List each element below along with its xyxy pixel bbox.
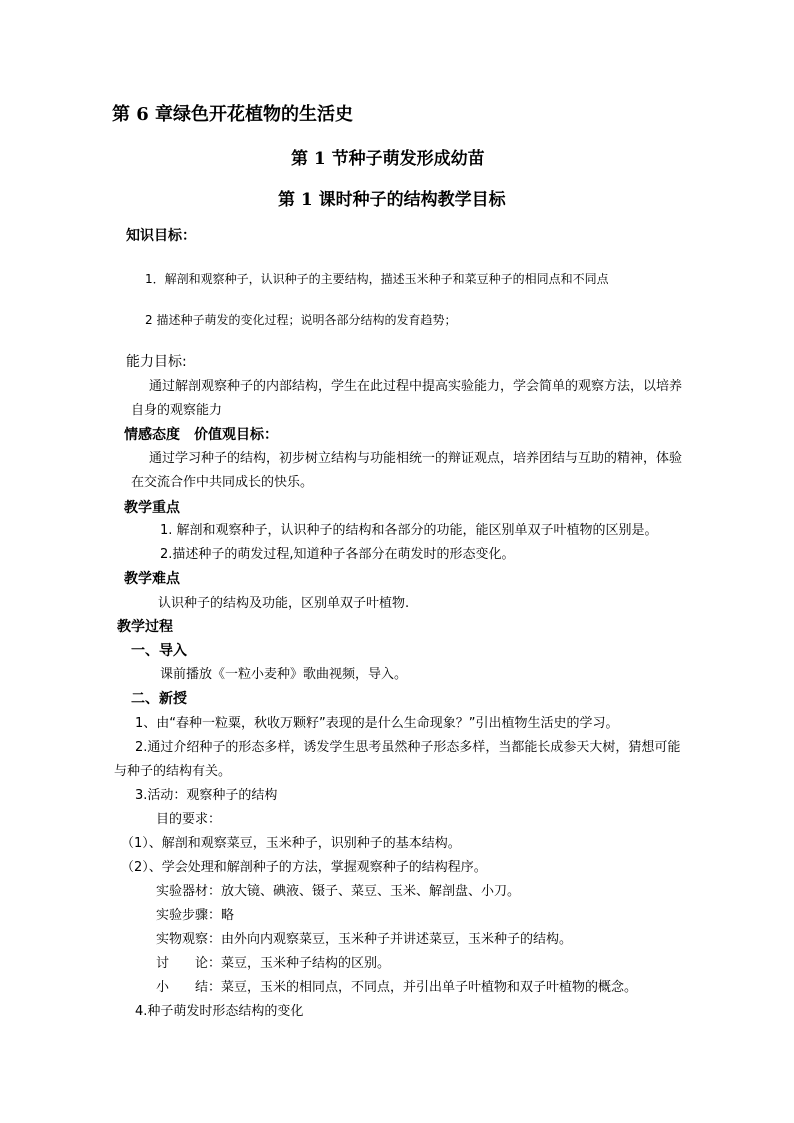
lesson-title: 第 1 课时种子的结构教学目标 [278, 190, 506, 210]
process-paragraph-2-line-1: 2.通过介绍种子的形态多样，诱发学生思考虽然种子形态多样，当都能长成参天大树，猜想可能 [135, 740, 681, 755]
steps-line: 实验步骤：略 [156, 908, 235, 923]
difficulties-heading: 教学难点 [124, 571, 180, 587]
materials-line: 实验器材：放大镜、碘液、镊子、菜豆、玉米、解剖盘、小刀。 [156, 884, 521, 899]
discussion-line [156, 956, 390, 972]
knowledge-heading: 知识目标： [126, 228, 196, 244]
knowledge-item-2: 2 描述种子萌发的变化过程；说明各部分结构的发育趋势； [145, 313, 457, 327]
knowledge-item-1: 1．解剖和观察种子，认识种子的主要结构，描述玉米种子和菜豆种子的相同点和不同点 [145, 272, 609, 286]
ability-heading: 能力目标: [126, 354, 187, 370]
activity-title: 3.活动：观察种子的结构 [135, 788, 278, 803]
summary-line [156, 980, 637, 996]
summary-text: 菜豆，玉米的相同点，不同点，并引出单子叶植物和双子叶植物的概念。 [221, 980, 638, 995]
discussion-label: 讨 论： [156, 956, 222, 971]
process-paragraph-4: 4.种子萌发时形态结构的变化 [135, 1004, 304, 1019]
chapter-title: 第 6 章绿色开花植物的生活史 [112, 104, 354, 125]
section-title: 第 1 节种子萌发形成幼苗 [291, 149, 485, 169]
summary-label: 小 结： [156, 980, 222, 995]
new-lesson-heading: 二、新授 [131, 691, 187, 707]
intro-text: 课前播放《一粒小麦种》歌曲视频，导入。 [160, 667, 408, 682]
process-paragraph-1: 1、由“春种一粒粟，秋收万颗籽”表现的是什么生命现象？”引出植物生活史的学习。 [135, 716, 619, 731]
ability-line-1: 通过解剖观察种子的内部结构，学生在此过程中提高实验能力，学会简单的观察方法，以培养 [149, 379, 683, 394]
discussion-text: 菜豆，玉米种子结构的区别。 [221, 956, 391, 971]
emotion-line-1: 通过学习种子的结构，初步树立结构与功能相统一的辩证观点，培养团结与互助的精神，体验 [149, 451, 683, 466]
process-paragraph-2-line-2: 与种子的结构有关。 [114, 764, 232, 779]
emotion-line-2: 在交流合作中共同成长的快乐。 [131, 475, 314, 490]
key-point-1: 1. 解剖和观察种子，认识种子的结构和各部分的功能，能区别单双子叶植物的区别是。 [160, 523, 658, 538]
ability-line-2: 自身的观察能力 [131, 403, 223, 418]
observation-line: 实物观察：由外向内观察菜豆，玉米种子并讲述菜豆，玉米种子的结构。 [156, 932, 573, 947]
key-points-heading: 教学重点 [124, 500, 180, 516]
requirement-2: （2）、学会处理和解剖种子的方法，掌握观察种子的结构程序。 [121, 860, 487, 875]
intro-heading: 一、导入 [131, 643, 187, 659]
emotion-heading: 情感态度 价值观目标： [124, 427, 278, 443]
goal-requirements: 目的要求： [156, 812, 222, 827]
key-point-2: 2.描述种子的萌发过程,知道种子各部分在萌发时的形态变化。 [160, 547, 515, 562]
difficulties-line-1: 认识种子的结构及功能，区别单双子叶植物. [158, 596, 410, 611]
requirement-1: （1）、解剖和观察菜豆，玉米种子，识别种子的基本结构。 [121, 836, 461, 851]
process-heading: 教学过程 [117, 619, 173, 635]
